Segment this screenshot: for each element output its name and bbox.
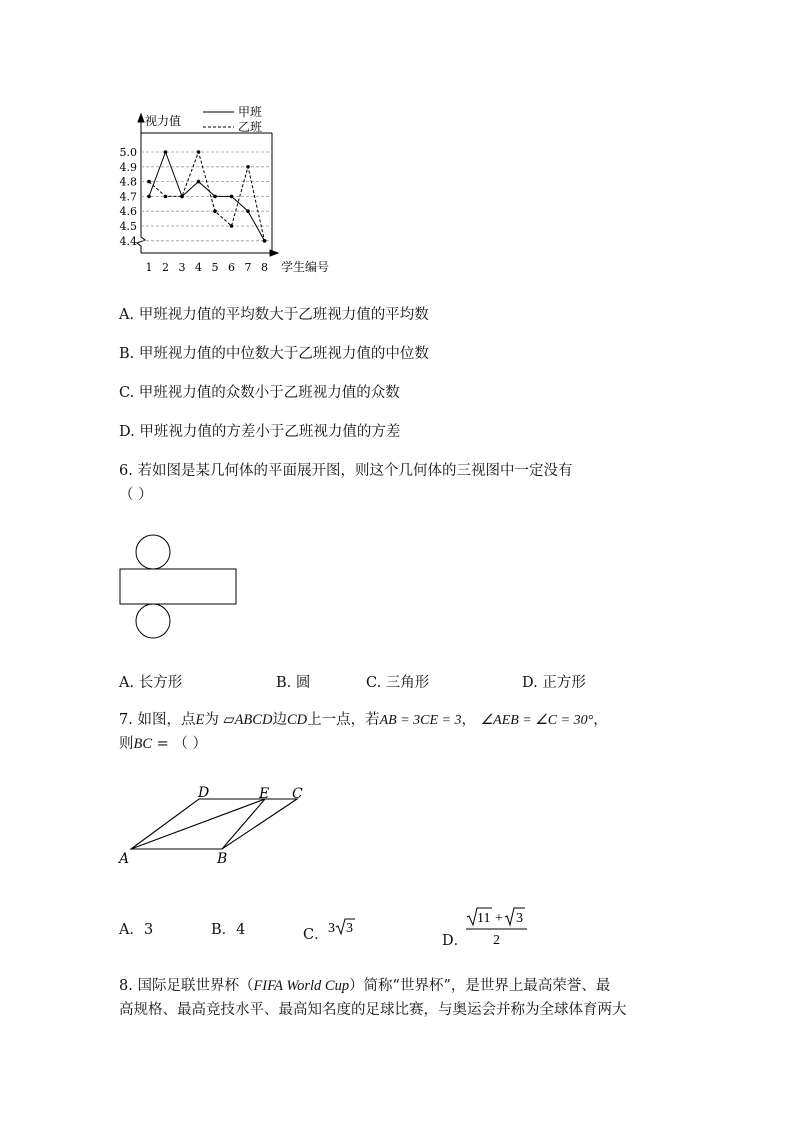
data-point [164, 195, 168, 199]
data-point [213, 209, 217, 213]
q7-option-d-radicand-1: 11 [477, 911, 491, 926]
q7-option-c-radicand: 3 [346, 921, 353, 936]
q7-option-d-denominator: 2 [493, 933, 500, 948]
parallelogram-figure [110, 780, 320, 870]
q7-option-a: A．3 [119, 922, 154, 938]
data-point [147, 180, 151, 184]
q5-option-a: A. 甲班视力值的平均数大于乙班视力值的平均数 [119, 307, 429, 323]
y-tick-labels [120, 146, 138, 248]
q7-line2-b: = （ ） [152, 736, 208, 752]
cylinder-net-figure [115, 528, 245, 646]
x-axis-label: 学生编号 [281, 260, 330, 274]
vertex-label-a: A [119, 851, 130, 867]
data-point [180, 195, 184, 199]
q6-option-d: D. 正方形 [522, 675, 586, 691]
q7-option-c-math [327, 915, 357, 941]
data-point [246, 165, 250, 169]
q5-option-d: D. 甲班视力值的方差小于乙班视力值的方差 [119, 424, 401, 440]
q8-stem-line2: 高规格、最高竞技水平、最高知名度的足球比赛，与奥运会并称为全球体育两大 [119, 1002, 627, 1018]
q7-bc: BC [133, 736, 153, 752]
q7-stem-a: 7. 如图，点 [119, 712, 196, 728]
q8-line1-italic: FIFA World Cup [253, 978, 350, 994]
q7-abcd: ABCD [234, 712, 273, 728]
x-tick-label: 7 [244, 261, 252, 274]
y-tick-label: 4.4 [119, 234, 137, 248]
data-point [164, 150, 168, 154]
vertex-label-e: E [259, 786, 270, 802]
q7-cd: CD [286, 712, 308, 728]
q7-stem-c: 边 [272, 712, 287, 728]
q5-option-b: B. 甲班视力值的中位数大于乙班视力值的中位数 [119, 346, 429, 362]
q7-line2-a: 则 [119, 736, 134, 752]
legend-series-b: 乙班 [238, 120, 263, 134]
vertex-label-d: D [198, 785, 210, 801]
x-tick-label: 8 [261, 261, 268, 274]
q6-option-c: C. 三角形 [366, 675, 430, 691]
parallelogram-abcd [131, 799, 297, 849]
q6-option-b: B. 圆 [276, 675, 311, 691]
data-point [263, 239, 267, 243]
q7-option-b: B．4 [211, 922, 246, 938]
data-point [147, 195, 151, 199]
segment-ae [131, 799, 265, 849]
q7-angle-condition: ∠AEB = ∠C = 30° [480, 713, 594, 728]
data-point [230, 224, 234, 228]
chart-legend [203, 104, 262, 134]
q5-option-c: C. 甲班视力值的众数小于乙班视力值的众数 [119, 385, 400, 401]
q7-option-c-coef: 3 [328, 921, 335, 936]
y-tick-label: 4.7 [119, 190, 137, 204]
q7-stem-e: ， [461, 712, 476, 728]
data-point [213, 195, 217, 199]
net-bottom-circle [136, 604, 170, 638]
y-tick-label: 4.6 [119, 205, 137, 219]
vertex-label-b: B [217, 851, 228, 867]
x-tick-label: 3 [178, 261, 186, 274]
q7-option-c: C． [303, 927, 329, 943]
x-tick-label: 6 [228, 261, 235, 274]
x-tick-label: 4 [195, 261, 202, 274]
q8-line1-a: 8. 国际足联世界杯（ [119, 978, 254, 994]
data-point [230, 195, 234, 199]
y-tick-label: 5.0 [119, 146, 137, 159]
q7-condition: AB = 3CE = 3 [379, 713, 462, 728]
q7-stem-line2 [119, 734, 207, 754]
q6-stem: 6. 若如图是某几何体的平面展开图，则这个几何体的三视图中一定没有 [119, 463, 573, 479]
q7-stem-d: 上一点，若 [307, 712, 380, 728]
y-tick-label: 4.8 [119, 175, 137, 189]
net-top-circle [136, 535, 170, 569]
x-tick-label: 1 [145, 261, 153, 274]
vision-line-chart [0, 0, 794, 290]
q7-stem-f: ， [593, 712, 608, 728]
x-tick-labels [146, 261, 269, 274]
q7-stem-b: 为 [204, 712, 219, 728]
q7-option-d-plus: + [495, 911, 503, 926]
x-tick-label: 5 [211, 261, 219, 274]
q8-stem-line1 [119, 976, 610, 996]
y-axis-label: 视力值 [145, 114, 182, 128]
q6-option-a: A. 长方形 [119, 675, 183, 691]
y-tick-label: 4.5 [119, 220, 137, 233]
data-point [246, 209, 250, 213]
q7-point-e: E [195, 712, 205, 728]
vertex-label-c: C [292, 786, 303, 802]
data-point [197, 180, 201, 184]
q8-line1-b: ）简称“世界杯”，是世界上最高荣誉、最 [349, 978, 611, 994]
q7-option-d: D． [442, 933, 469, 949]
y-tick-label: 4.9 [119, 160, 137, 174]
parallelogram-symbol: ▱ [223, 712, 235, 728]
data-point [197, 150, 201, 154]
net-rectangle [120, 569, 236, 604]
q6-answer-paren: （ ） [119, 487, 153, 503]
q7-stem-line1 [119, 710, 608, 731]
q7-option-d-radicand-2: 3 [516, 911, 523, 926]
q7-option-d-math [465, 905, 531, 951]
x-tick-label: 2 [162, 261, 169, 274]
legend-series-a: 甲班 [238, 105, 263, 119]
